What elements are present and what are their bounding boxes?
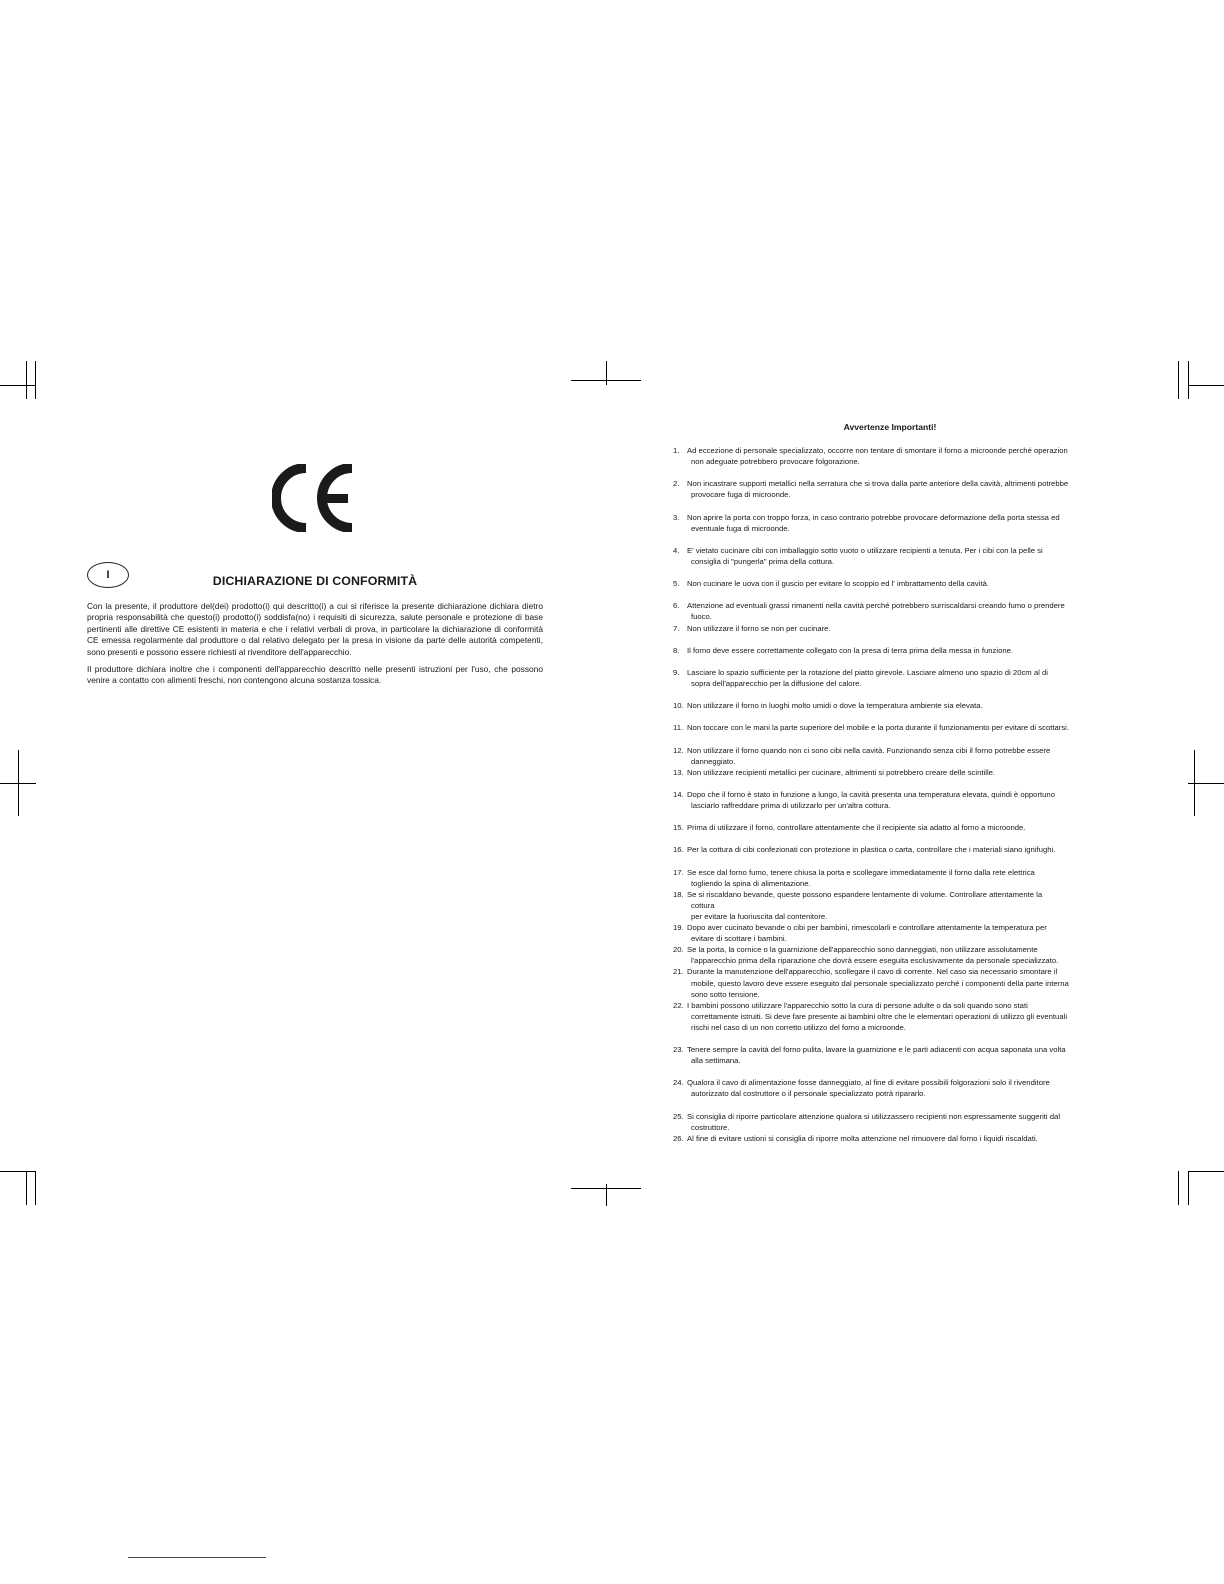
warning-item	[673, 922, 1127, 944]
warning-item	[673, 889, 1127, 922]
warning-item	[673, 1133, 1127, 1144]
warning-number: 13.	[673, 767, 684, 777]
warning-text-line: danneggiato.	[691, 756, 736, 766]
warning-number: 19.	[673, 923, 684, 933]
declaration-paragraph: Il produttore dichiara inoltre che i componenti dell'apparecchio descritto nelle presenti istruzioni per l'uso, che possono venire a contatto con alimenti freschi, non contengono alcuna sostanza tossica.	[87, 664, 543, 686]
footer-link-rule	[128, 1557, 266, 1558]
warning-number: 16.	[673, 845, 684, 855]
warning-item	[673, 600, 1127, 622]
warning-text-line: alla settimana.	[691, 1056, 741, 1066]
warning-text-line: Si consiglia di riporre particolare attenzione qualora si utilizzassero recipienti non espressamente suggeriti dal	[687, 1111, 1061, 1121]
warning-item	[673, 545, 1127, 567]
warning-item	[673, 700, 1127, 711]
warning-text-line: Attenzione ad eventuali grassi rimanenti nella cavità perché potrebbero surriscaldarsi creando fumo o prendere	[687, 601, 1065, 611]
warning-item	[673, 1111, 1127, 1133]
warning-text-line: Se la porta, la cornice o la guarnizione dell'apparecchio sono danneggiati, non utilizzare assolutamente	[687, 945, 1038, 955]
warning-text-line: Dopo che il forno è stato in funzione a lungo, la cavità presenta una temperatura elevata, quindi è opportuno	[687, 789, 1055, 799]
warning-item	[673, 966, 1127, 999]
warning-item	[673, 745, 1127, 767]
warning-number: 12.	[673, 745, 684, 755]
warning-number: 11.	[673, 723, 684, 733]
warning-number: 22.	[673, 1000, 684, 1010]
warning-item	[673, 578, 1127, 589]
warning-text-line: E' vietato cucinare cibi con imballaggio sotto vuoto o utilizzare recipienti a tenuta. Per i cibi con la pelle si	[687, 545, 1043, 555]
warning-text-line: I bambini possono utilizzare l'apparecchio sotto la cura di persone adulte o da soli quando sono stati	[687, 1000, 1028, 1010]
warning-item	[673, 1000, 1127, 1033]
warning-item	[673, 1044, 1127, 1066]
warning-number: 15.	[673, 823, 684, 833]
warning-text-line: Durante la manutenzione dell'apparecchio, scollegare il cavo di corrente. Nel caso sia necessario smontare il	[687, 967, 1058, 977]
warning-item	[673, 645, 1127, 656]
warning-text-line: sopra dell'apparecchio per la diffusione del calore.	[691, 678, 862, 688]
warning-item	[673, 844, 1127, 855]
warning-text-line: Qualora il cavo di alimentazione fosse danneggiato, al fine di evitare possibili folgorazioni solo il rivenditore	[687, 1078, 1050, 1088]
warning-text-line: correttamente istruiti. Si deve fare presente ai bambini oltre che le elementari operazioni di utilizzo gli eventuali	[691, 1011, 1068, 1021]
warning-item	[673, 623, 1127, 634]
warning-text-line: autorizzato dal costruttore o il personale specializzato potrà ripararlo.	[691, 1089, 926, 1099]
warning-number: 7.	[673, 623, 680, 633]
warning-text-line: Tenere sempre la cavità del forno pulita, lavare la guarnizione e le parti adiacenti con acqua saponata una volta	[687, 1045, 1066, 1055]
warning-number: 17.	[673, 867, 684, 877]
warning-item	[673, 722, 1127, 733]
warning-text-line: Per la cottura di cibi confezionati con protezione in plastica o carta, controllare che i materiali siano ignifughi.	[687, 845, 1056, 855]
warning-text-line: Ad eccezione di personale specializzato, occorre non tentare di smontare il forno a microonde perché operazion	[687, 446, 1068, 455]
warning-number: 5.	[673, 579, 680, 589]
warning-text-line: mobile, questo lavoro deve essere eseguito dal personale specializzato perché i componenti della parte interna	[691, 978, 1069, 988]
warnings-list	[673, 445, 1127, 1144]
warning-number: 18.	[673, 889, 684, 899]
declaration-paragraph: Con la presente, il produttore del(dei) prodotto(i) qui descritto(i) a cui si riferisce la presente dichiarazione dichiara dietro propria responsabilità che questo(i) prodotto(i) soddisfa(no) i requisiti di sicurezza, salute personale e protezione di base pertinenti alle direttive CE esistenti in materia e che i relativi verbali di prova, in particolare la dichiarazione di conformità CE emessa regolarmente dal produttore o dal relativo delegato per la presa in visione da parte delle autorità competenti, sono presenti e possono essere richiesti al rivenditore dell'apparecchio.	[87, 601, 543, 657]
warning-text-line: lasciarlo raffreddare prima di utilizzarlo per un'altra cottura.	[691, 801, 891, 810]
warning-text-line: costruttore.	[691, 1122, 730, 1132]
warning-text-line: Se esce dal forno fumo, tenere chiusa la porta e scollegare immediatamente il forno dalla rete elettrica	[687, 867, 1035, 877]
warning-text-line: sono sotto tensione.	[691, 989, 760, 999]
declaration-title: DICHIARAZIONE DI CONFORMITÀ	[212, 574, 418, 588]
warning-number: 25.	[673, 1111, 684, 1121]
warning-item	[673, 867, 1127, 889]
warning-text-line: consiglia di "pungerla" prima della cottura.	[691, 556, 835, 566]
warning-text-line: l'apparecchio prima della riparazione che dovrà essere eseguita esclusivamente da personale specializzato.	[691, 956, 1059, 966]
warning-text-line: cottura	[691, 900, 715, 910]
warning-number: 20.	[673, 945, 684, 955]
warning-text-line: Lasciare lo spazio sufficiente per la rotazione del piatto girevole. Lasciare almeno uno spazio di 20cm al di	[687, 667, 1048, 677]
warnings-title: Avvertenze Importanti!	[843, 422, 937, 432]
warning-item	[673, 767, 1127, 778]
warning-number: 6.	[673, 601, 680, 611]
warning-number: 24.	[673, 1078, 684, 1088]
warning-number: 14.	[673, 789, 684, 799]
warning-text-line: Se si riscaldano bevande, queste possono espandere lentamente di volume. Controllare attentamente la	[687, 889, 1043, 899]
declaration-body	[87, 601, 543, 693]
warning-item	[673, 445, 1127, 467]
warning-text-line: evitare di scottare i bambini.	[691, 934, 787, 944]
warning-number: 8.	[673, 645, 680, 655]
warning-text-line: Non cucinare le uova con il guscio per evitare lo scoppio ed l' imbrattamento della cavità.	[687, 579, 989, 589]
warning-number: 23.	[673, 1045, 684, 1055]
warning-number: 2.	[673, 479, 680, 489]
warning-item	[673, 944, 1127, 966]
warning-number: 3.	[673, 512, 680, 522]
warning-text-line: Non utilizzare il forno in luoghi molto umidi o dove la temperatura ambiente sia elevata.	[687, 701, 983, 711]
warning-text-line: Il forno deve essere correttamente collegato con la presa di terra prima della messa in funzione.	[687, 645, 1014, 655]
warning-text-line: Al fine di evitare ustioni si consiglia di riporre molta attenzione nel rimuovere dal forno i liquidi riscaldati.	[687, 1133, 1038, 1143]
warning-text-line: fuoco.	[691, 612, 712, 622]
warning-item	[673, 1077, 1127, 1099]
ce-mark-icon	[272, 464, 360, 532]
warning-number: 26.	[673, 1133, 684, 1143]
warning-item	[673, 512, 1127, 534]
warning-item	[673, 789, 1127, 811]
warning-text-line: Non utilizzare il forno quando non ci sono cibi nella cavità. Funzionando senza cibi il forno potrebbe essere	[687, 745, 1051, 755]
warning-text-line: eventuale fuga di microonde.	[691, 523, 790, 533]
warning-text-line: Dopo aver cucinato bevande o cibi per bambini, rimescolarli e controllare attentamente la temperatura per	[687, 923, 1047, 933]
warning-item	[673, 478, 1127, 500]
warning-text-line: Non incastrare supporti metallici nella serratura che si trova dalla parte anteriore della cavità, altrimenti potrebbe	[687, 479, 1069, 489]
warning-number: 4.	[673, 545, 680, 555]
warning-number: 9.	[673, 667, 680, 677]
warning-number: 1.	[673, 446, 680, 455]
warning-text-line: Non utilizzare il forno se non per cucinare.	[687, 623, 831, 633]
warning-item	[673, 667, 1127, 689]
warning-number: 21.	[673, 967, 684, 977]
warning-text-line: Non aprire la porta con troppo forza, in caso contrario potrebbe provocare deformazione della porta stessa ed	[687, 512, 1060, 522]
warning-item	[673, 822, 1127, 833]
warning-text-line: Non toccare con le mani la parte superiore del mobile e la porta durante il funzionamento per evitare di scottarsi.	[687, 723, 1070, 733]
warning-text-line: per evitare la fuoriuscita dal contenitore.	[691, 911, 828, 921]
warning-text-line: provocare fuga di microonde.	[691, 490, 791, 500]
warning-number: 10.	[673, 701, 684, 711]
warning-text-line: togliendo la spina di alimentazione.	[691, 878, 811, 888]
warning-text-line: Prima di utilizzare il forno, controllare attentamente che il recipiente sia adatto al forno a microonde.	[687, 823, 1026, 833]
warning-text-line: rischi nel caso di un non corretto utilizzo del forno a microonde.	[691, 1022, 906, 1032]
warning-text-line: non adeguate potrebbero provocare folgorazione.	[691, 457, 860, 467]
warning-text-line: Non utilizzare recipienti metallici per cucinare, altrimenti si potrebbero creare delle scintille.	[687, 767, 996, 777]
language-badge: I	[87, 562, 129, 588]
